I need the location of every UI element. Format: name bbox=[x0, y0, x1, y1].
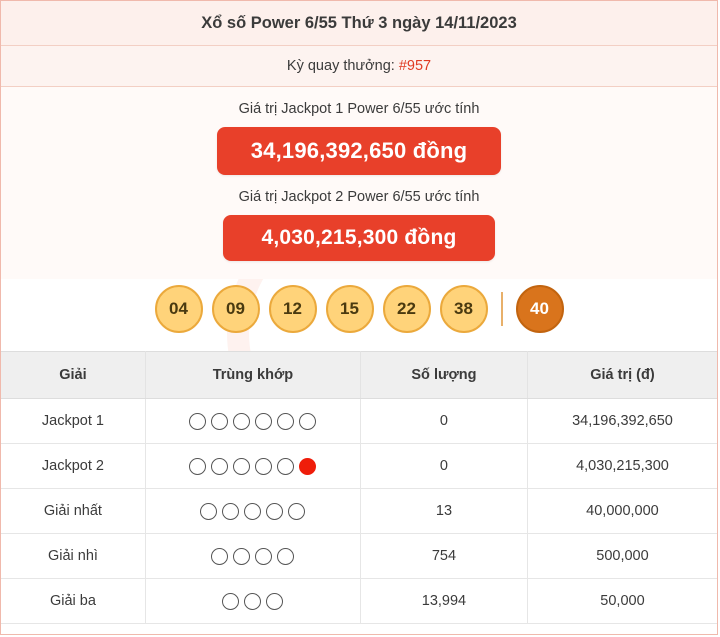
draw-period-code: #957 bbox=[398, 58, 432, 74]
cell-match-pattern bbox=[145, 399, 360, 444]
column-header-prize: Giải bbox=[1, 352, 145, 399]
winning-number-ball: 12 bbox=[269, 285, 317, 333]
match-circle bbox=[211, 548, 228, 565]
match-circles bbox=[147, 413, 359, 430]
table-row bbox=[1, 399, 717, 444]
match-circle bbox=[255, 458, 272, 475]
match-circle bbox=[266, 593, 283, 610]
match-circle bbox=[299, 413, 316, 430]
table-row bbox=[1, 489, 717, 534]
column-header-match: Trùng khớp bbox=[145, 352, 360, 399]
cell-prize-name: Giải nhì bbox=[1, 534, 145, 579]
jackpot1-amount-wrap bbox=[1, 127, 717, 175]
match-circle bbox=[233, 413, 250, 430]
cell-prize-name: Giải ba bbox=[1, 579, 145, 624]
jackpot1-amount: 34,196,392,650 đồng bbox=[217, 127, 502, 175]
prize-table bbox=[1, 351, 717, 624]
cell-prize-name: Jackpot 1 bbox=[1, 399, 145, 444]
match-circles bbox=[147, 503, 359, 520]
table-row bbox=[1, 444, 717, 489]
cell-prize-value: 40,000,000 bbox=[527, 489, 717, 534]
cell-quantity: 0 bbox=[360, 444, 527, 489]
card-header bbox=[1, 1, 717, 46]
match-circle bbox=[255, 413, 272, 430]
table-row bbox=[1, 579, 717, 624]
match-circle bbox=[244, 503, 261, 520]
match-circle bbox=[277, 548, 294, 565]
winning-numbers bbox=[1, 279, 717, 351]
match-circle bbox=[222, 503, 239, 520]
cell-prize-name: Jackpot 2 bbox=[1, 444, 145, 489]
winning-number-ball: 22 bbox=[383, 285, 431, 333]
match-circle bbox=[233, 548, 250, 565]
match-circle bbox=[277, 458, 294, 475]
table-row bbox=[1, 534, 717, 579]
winning-number-ball: 09 bbox=[212, 285, 260, 333]
cell-match-pattern bbox=[145, 579, 360, 624]
cell-quantity: 0 bbox=[360, 399, 527, 444]
cell-quantity: 13,994 bbox=[360, 579, 527, 624]
match-circle bbox=[255, 548, 272, 565]
match-circle-power bbox=[299, 458, 316, 475]
match-circle bbox=[277, 413, 294, 430]
cell-quantity: 13 bbox=[360, 489, 527, 534]
ball-separator bbox=[501, 292, 503, 326]
cell-match-pattern bbox=[145, 534, 360, 579]
jackpot2-amount-wrap bbox=[1, 215, 717, 261]
table-header-row bbox=[1, 352, 717, 399]
match-circle bbox=[244, 593, 261, 610]
match-circle bbox=[189, 413, 206, 430]
match-circle bbox=[200, 503, 217, 520]
match-circles bbox=[147, 593, 359, 610]
cell-match-pattern bbox=[145, 489, 360, 534]
cell-prize-value: 4,030,215,300 bbox=[527, 444, 717, 489]
cell-prize-value: 50,000 bbox=[527, 579, 717, 624]
jackpot2-label: Giá trị Jackpot 2 Power 6/55 ước tính bbox=[238, 189, 480, 205]
cell-match-pattern bbox=[145, 444, 360, 489]
winning-number-ball: 15 bbox=[326, 285, 374, 333]
cell-prize-name: Giải nhất bbox=[1, 489, 145, 534]
column-header-value: Giá trị (đ) bbox=[527, 352, 717, 399]
winning-number-ball: 38 bbox=[440, 285, 488, 333]
draw-period bbox=[1, 46, 717, 87]
match-circles bbox=[147, 548, 359, 565]
cell-prize-value: 34,196,392,650 bbox=[527, 399, 717, 444]
cell-quantity: 754 bbox=[360, 534, 527, 579]
jackpot1-label: Giá trị Jackpot 1 Power 6/55 ước tính bbox=[238, 101, 480, 117]
cell-prize-value: 500,000 bbox=[527, 534, 717, 579]
match-circle bbox=[189, 458, 206, 475]
match-circle bbox=[222, 593, 239, 610]
power-number-ball: 40 bbox=[516, 285, 564, 333]
match-circle bbox=[233, 458, 250, 475]
draw-period-label: Kỳ quay thưởng: bbox=[286, 58, 395, 74]
jackpot-section bbox=[1, 87, 717, 279]
match-circle bbox=[211, 458, 228, 475]
match-circle bbox=[211, 413, 228, 430]
match-circle bbox=[266, 503, 283, 520]
winning-number-ball: 04 bbox=[155, 285, 203, 333]
match-circle bbox=[288, 503, 305, 520]
match-circles bbox=[147, 458, 359, 475]
column-header-quantity: Số lượng bbox=[360, 352, 527, 399]
page-title: Xổ số Power 6/55 Thứ 3 ngày 14/11/2023 bbox=[201, 13, 517, 32]
jackpot2-amount: 4,030,215,300 đồng bbox=[223, 215, 494, 261]
